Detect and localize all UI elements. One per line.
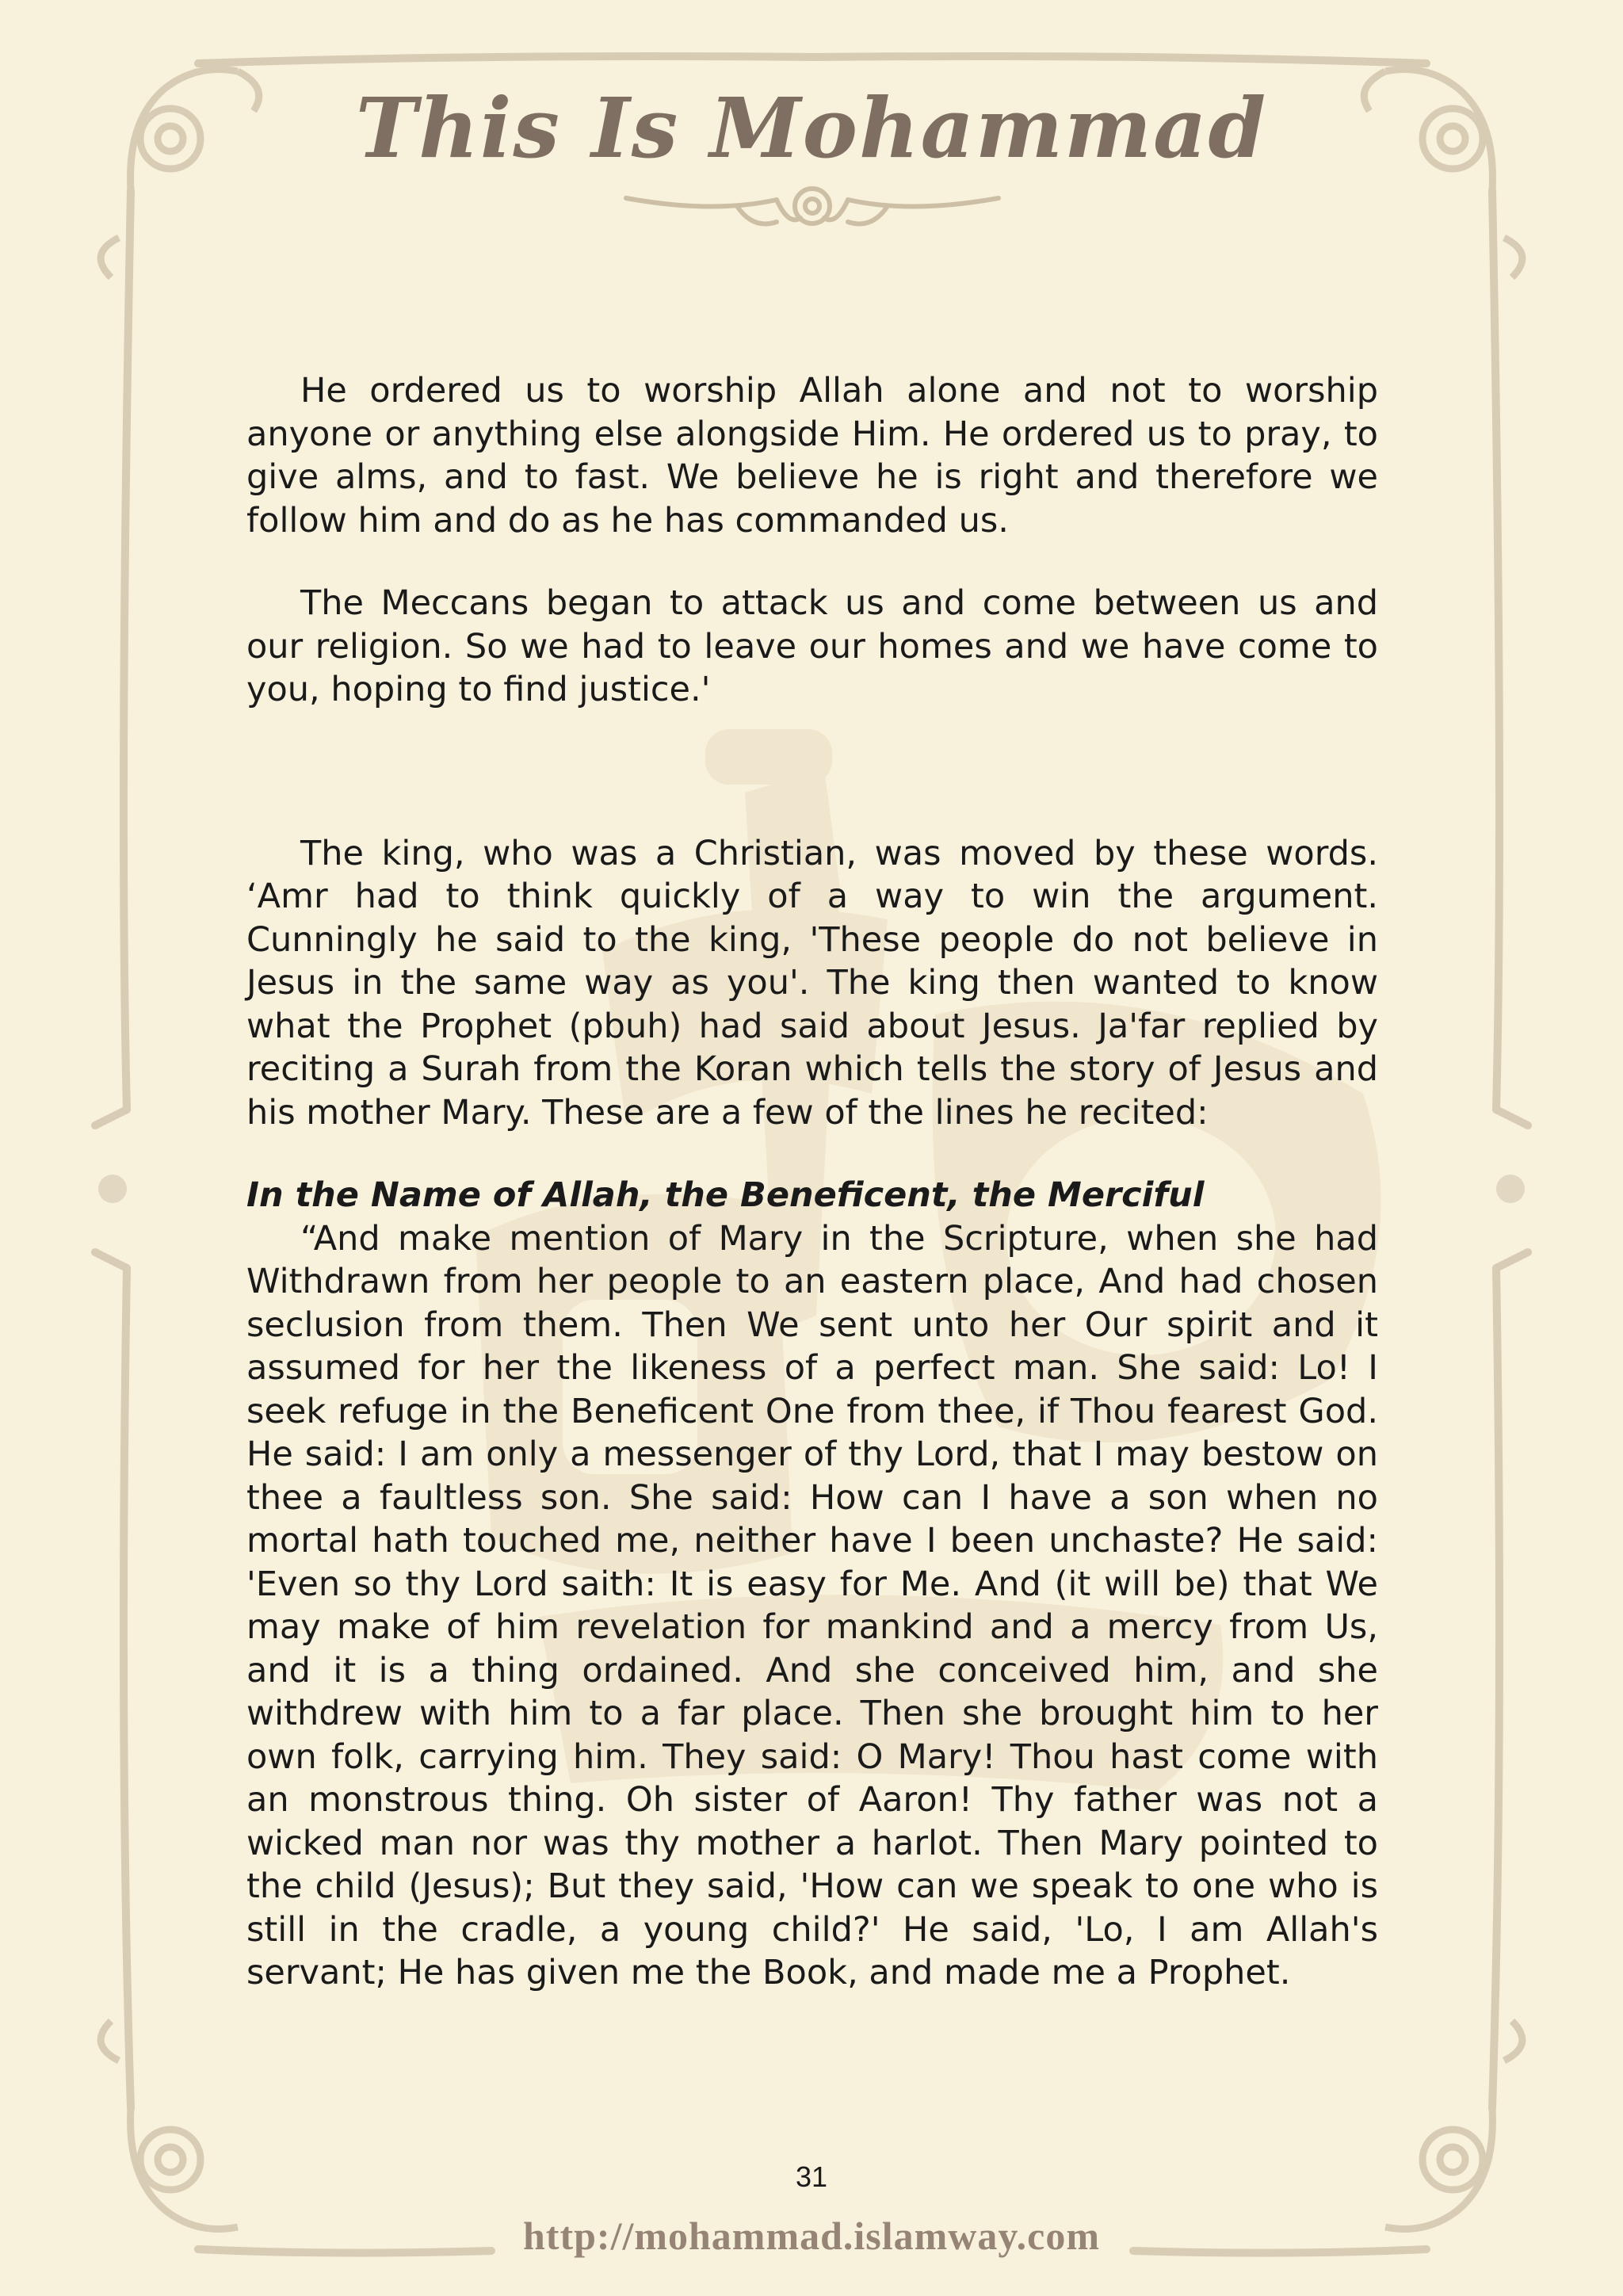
paragraph: He ordered us to worship Allah alone and not to worship anyone or anything else alongside Him. He ordered us to pray, to give alms, and to fast. We believe he is right and therefore we follow him and do as he has commanded us. (246, 371, 1378, 541)
paragraph: The king, who was a Christian, was moved by these words. ‘Amr had to think quickly of a way to win the argument. Cunningly he said to the king, 'These people do not believe in Jesus in the same way as you'. The king then wanted to know what the Prophet (pbuh) had said about Jesus. Ja'far replied by reciting a Surah from the Koran which tells the story of Jesus and his mother Mary. These are a few of the lines he recited: (246, 833, 1378, 1133)
footer-url: http://mohammad.islamway.com (523, 2214, 1100, 2258)
paragraph: The Meccans began to attack us and come between us and our religion. So we had to leave our homes and we have come to you, hoping to find justice.' (246, 583, 1378, 709)
title-flourish (618, 182, 1006, 238)
quote-heading: In the Name of Allah, the Beneficent, the Merciful (246, 1175, 1205, 1215)
main-content (246, 369, 1378, 1995)
page-number: 31 (795, 2160, 828, 2193)
quote-paragraph: “And make mention of Mary in the Scripture, when she had Withdrawn from her people to an eastern place, And had chosen seclusion from them. Then We sent unto her Our spirit and it assumed for her the likeness of a perfect man. She said: Lo! I seek refuge in the Beneficent One from thee, if Thou fearest God. He said: I am only a messenger of thy Lord, that I may bestow on thee a faultless son. She said: How can I have a son when no mortal hath touched me, neither have I been unchaste? He said: 'Even so thy Lord saith: It is easy for Me. And (it will be) that We may make of him revelation for mankind and a mercy from Us, and it is a thing ordained. And she conceived him, and she withdrew with him to a far place. Then she brought him to her own folk, carrying him. They said: O Mary! Thou hast come with an monstrous thing. Oh sister of Aaron! Thy father was not a wicked man nor was thy mother a harlot. Then Mary pointed to the child (Jesus); But they said, 'How can we speak to one who is still in the cradle, a young child?' He said, 'Lo, I am Allah's servant; He has given me the Book, and made me a Prophet. (246, 1218, 1378, 1992)
page-title: This Is Mohammad (355, 79, 1268, 177)
